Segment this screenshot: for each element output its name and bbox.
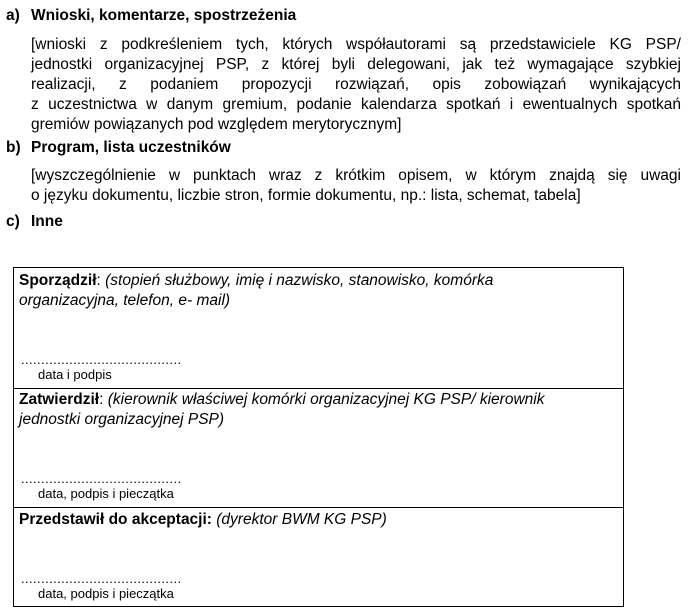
section-a-letter: a) <box>6 7 20 24</box>
submitted-label <box>19 510 615 530</box>
section-a-description <box>31 35 681 135</box>
section-b-description <box>31 166 681 206</box>
section-a-title: Wnioski, komentarze, spostrzeżenia <box>31 7 297 24</box>
section-a-line: gremiów powiązanych pod względem merytorycznym] <box>31 116 402 133</box>
section-b-letter: b) <box>6 139 21 156</box>
submitted-title: Przedstawił do akceptacji: <box>19 511 212 528</box>
prepared-by-caption: data i podpis <box>38 367 112 382</box>
submitted-caption: data, podpis i pieczątka <box>38 586 174 601</box>
section-b-title: Program, lista uczestników <box>31 139 231 156</box>
row-divider <box>14 507 623 508</box>
approved-by-note-cont: jednostki organizacyjnej PSP) <box>19 411 225 428</box>
submitted-signature-line: ........................................ <box>21 571 182 586</box>
prepared-by-row <box>14 271 623 388</box>
approved-by-caption: data, podpis i pieczątka <box>38 486 174 501</box>
section-a-line: z uczestnictwa w danym gremium, podanie kalendarza spotkań i ewentualnych spotkań <box>31 96 681 113</box>
approved-by-separator: : <box>99 391 104 408</box>
approved-by-note: (kierownik właściwej komórki organizacyjnej KG PSP/ kierownik <box>103 391 545 408</box>
submitted-note: (dyrektor BWM KG PSP) <box>211 511 387 528</box>
prepared-by-title: Sporządził <box>19 272 97 289</box>
section-c-title: Inne <box>31 213 63 230</box>
section-a-line: jednostki organizacyjnej PSP, z której byli delegowani, jak też wymagające szybkiej <box>31 56 681 73</box>
section-b-line: [wyszczególnienie w punktach wraz z krótkim opisem, w którym znajdą się uwagi <box>31 167 681 184</box>
prepared-by-note-cont: organizacyjna, telefon, e- mail) <box>19 292 231 309</box>
section-b-heading <box>6 139 231 157</box>
signature-box <box>13 267 624 607</box>
prepared-by-note: (stopień służbowy, imię i nazwisko, stanowisko, komórka <box>100 272 494 289</box>
approved-by-label <box>19 390 615 430</box>
section-c-letter: c) <box>6 213 20 230</box>
prepared-by-signature-line: ........................................ <box>21 352 182 367</box>
submitted-row <box>14 510 623 606</box>
approved-by-row <box>14 390 623 507</box>
section-a-line: [wnioski z podkreśleniem tych, których współautorami są przedstawiciele KG PSP/ <box>31 36 681 53</box>
approved-by-title: Zatwierdził <box>19 391 100 408</box>
prepared-by-separator: : <box>96 272 101 289</box>
prepared-by-label <box>19 271 615 311</box>
row-divider <box>14 388 623 389</box>
section-b-line: o języku dokumentu, liczbie stron, formie dokumentu, np.: lista, schemat, tabela] <box>31 187 581 204</box>
section-a-heading <box>6 7 296 25</box>
section-c-heading <box>6 213 63 231</box>
section-a-line: realizacji, z podaniem propozycji rozwiązań, opis zobowiązań wynikających <box>31 76 681 93</box>
approved-by-signature-line: ........................................ <box>21 471 182 486</box>
